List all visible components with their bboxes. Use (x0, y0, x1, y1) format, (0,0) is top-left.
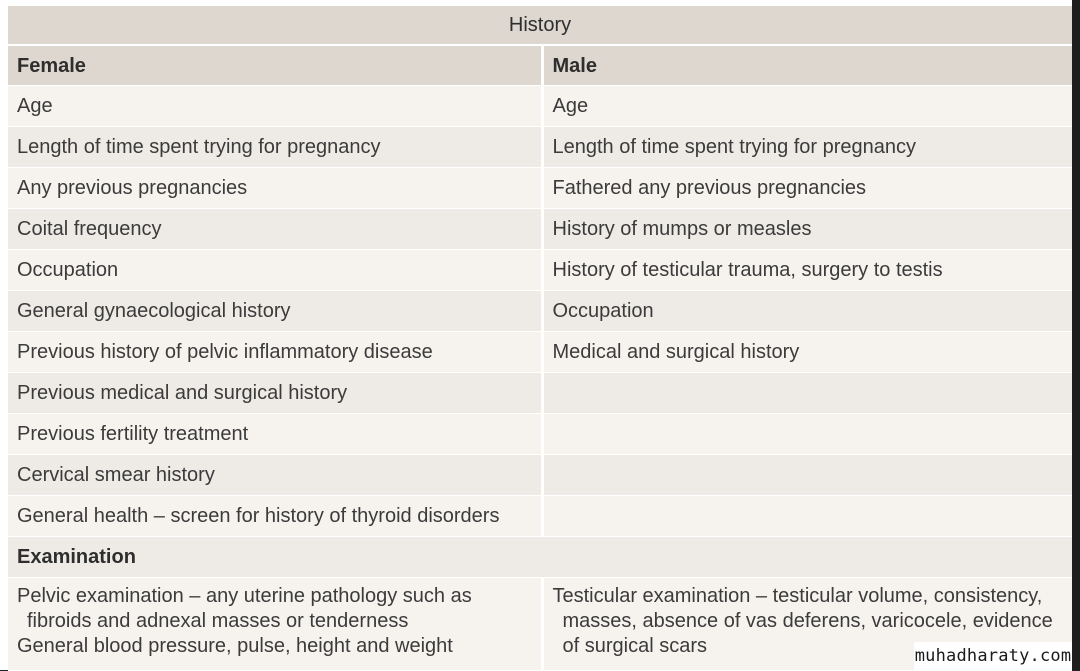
examination-header-row (8, 537, 1072, 578)
table-row (8, 168, 1072, 209)
male-cell (542, 373, 1072, 414)
female-cell: Length of time spent trying for pregnancy (8, 127, 542, 168)
table-row (8, 86, 1072, 127)
male-cell (542, 455, 1072, 496)
male-cell: Age (542, 86, 1072, 127)
male-cell: Occupation (542, 291, 1072, 332)
female-cell: Cervical smear history (8, 455, 542, 496)
male-cell: Fathered any previous pregnancies (542, 168, 1072, 209)
table-row (8, 332, 1072, 373)
male-cell: Length of time spent trying for pregnancy (542, 127, 1072, 168)
history-table (8, 6, 1072, 671)
examination-heading: Examination (8, 537, 1072, 578)
table-title-row (8, 6, 1072, 45)
table-row (8, 455, 1072, 496)
column-header-row (8, 45, 1072, 86)
column-header-male: Male (542, 45, 1072, 86)
female-cell: Any previous pregnancies (8, 168, 542, 209)
table-row (8, 250, 1072, 291)
table-row (8, 496, 1072, 537)
table-row (8, 414, 1072, 455)
female-examination-pelvic: Pelvic examination – any uterine pathology such as fibroids and adnexal masses or tenderness (17, 585, 472, 632)
watermark: muhadharaty.com (914, 642, 1072, 670)
male-cell (542, 496, 1072, 537)
table-row (8, 209, 1072, 250)
female-cell: Coital frequency (8, 209, 542, 250)
table-title: History (8, 6, 1072, 45)
female-examination-cell (8, 578, 542, 671)
female-cell: Occupation (8, 250, 542, 291)
male-cell: History of mumps or measles (542, 209, 1072, 250)
male-cell (542, 414, 1072, 455)
female-cell: Age (8, 86, 542, 127)
male-examination-testicular: Testicular examination – testicular volume, consistency, masses, absence of vas deferens, varicocele, evidence of surgical scars (552, 585, 1053, 657)
table-row (8, 373, 1072, 414)
table-row (8, 291, 1072, 332)
examination-row (8, 578, 1072, 671)
male-cell: Medical and surgical history (542, 332, 1072, 373)
male-cell: History of testicular trauma, surgery to testis (542, 250, 1072, 291)
table-row (8, 127, 1072, 168)
right-frame-edge (1072, 0, 1080, 670)
female-cell: Previous history of pelvic inflammatory disease (8, 332, 542, 373)
female-examination-general: General blood pressure, pulse, height and weight (17, 635, 453, 657)
female-cell: General health – screen for history of thyroid disorders (8, 496, 542, 537)
female-cell: General gynaecological history (8, 291, 542, 332)
female-cell: Previous fertility treatment (8, 414, 542, 455)
female-cell: Previous medical and surgical history (8, 373, 542, 414)
column-header-female: Female (8, 45, 542, 86)
